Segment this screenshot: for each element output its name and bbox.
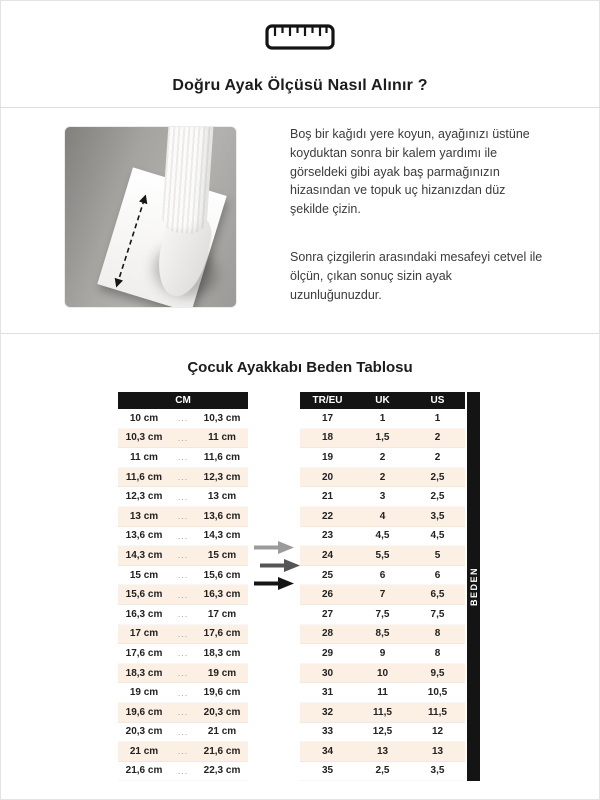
us-value: 3,5	[430, 765, 445, 777]
cm-table-row	[118, 664, 248, 684]
cm-from-value: 12,3 cm	[125, 491, 163, 503]
tr-eu-value: 30	[321, 667, 334, 679]
cm-to-value: 14,3 cm	[203, 530, 241, 542]
cm-from-value: 16,3 cm	[125, 608, 163, 620]
cm-table-row	[118, 585, 248, 605]
cm-to-value: 15,6 cm	[203, 569, 241, 581]
us-value: 11,5	[428, 706, 447, 718]
cm-to-value: 22,3 cm	[203, 765, 241, 777]
uk-value: 11,5	[373, 706, 392, 718]
us-value: 9,5	[430, 667, 445, 679]
dots-separator: ...	[177, 726, 189, 737]
uk-value: 11	[377, 687, 388, 699]
size-table-title: Çocuk Ayakkabı Beden Tablosu	[187, 359, 413, 376]
cm-to-value: 16,3 cm	[203, 589, 241, 601]
cm-from-value: 20,3 cm	[125, 726, 163, 738]
cm-to-value: 20,3 cm	[203, 706, 241, 718]
uk-value: 6	[379, 569, 386, 581]
cm-from-value: 19,6 cm	[125, 706, 163, 718]
right-arrow-icon	[260, 559, 300, 572]
cm-from-value: 17 cm	[129, 628, 159, 640]
size-table-row	[300, 585, 465, 605]
sock-leg	[161, 126, 214, 234]
tr-eu-value: 31	[321, 687, 334, 699]
cm-to-value: 15 cm	[207, 549, 237, 561]
us-value: 2	[434, 451, 441, 463]
size-table-row	[300, 683, 465, 703]
cm-from-value: 13 cm	[129, 510, 159, 522]
dots-separator: ...	[177, 511, 189, 522]
size-table-row	[300, 487, 465, 507]
size-table-row	[300, 507, 465, 527]
cm-table-row	[118, 409, 248, 429]
dots-separator: ...	[177, 668, 189, 679]
cm-table-row	[118, 527, 248, 547]
dots-separator: ...	[177, 432, 189, 443]
cm-from-value: 21,6 cm	[125, 765, 163, 777]
size-table-row	[300, 762, 465, 782]
cm-from-value: 10 cm	[129, 412, 159, 424]
right-arrow-icon	[254, 577, 294, 590]
tr-eu-value: 18	[321, 432, 334, 444]
page-title: Doğru Ayak Ölçüsü Nasıl Alınır ?	[172, 77, 428, 94]
size-table-row	[300, 409, 465, 429]
cm-from-value: 14,3 cm	[125, 549, 163, 561]
cm-to-value: 21 cm	[207, 726, 237, 738]
cm-table-body	[118, 409, 248, 781]
tr-eu-value: 26	[321, 589, 334, 601]
cm-from-value: 21 cm	[129, 745, 159, 757]
uk-value: 8,5	[375, 628, 390, 640]
us-value: 6	[434, 569, 441, 581]
size-table-row	[300, 742, 465, 762]
tr-eu-value: 35	[321, 765, 334, 777]
cm-from-value: 19 cm	[129, 687, 159, 699]
uk-value: 2	[379, 451, 386, 463]
cm-from-value: 11 cm	[130, 451, 158, 463]
dots-separator: ...	[177, 570, 189, 581]
size-table-row	[300, 546, 465, 566]
tr-eu-value: 32	[321, 706, 334, 718]
cm-table-row	[118, 429, 248, 449]
tr-eu-value: 17	[321, 412, 334, 424]
uk-value: 2	[379, 471, 386, 483]
size-table-row	[300, 429, 465, 449]
dots-separator: ...	[177, 609, 189, 620]
dots-separator: ...	[177, 472, 189, 483]
uk-value: 1,5	[375, 432, 390, 444]
tr-eu-value: 24	[321, 549, 334, 561]
cm-table-row	[118, 683, 248, 703]
cm-table-row	[118, 448, 248, 468]
size-table-row	[300, 448, 465, 468]
size-table-row	[300, 605, 465, 625]
size-table-row	[300, 644, 465, 664]
cm-to-value: 13,6 cm	[203, 510, 241, 522]
right-arrow-icon	[254, 541, 294, 554]
cm-to-value: 11,6 cm	[203, 451, 241, 463]
us-value: 2,5	[430, 491, 445, 503]
cm-to-value: 19,6 cm	[203, 687, 241, 699]
beden-axis-bar	[467, 392, 480, 781]
cm-table-row	[118, 546, 248, 566]
tr-eu-value: 28	[321, 628, 334, 640]
us-value: 8	[434, 628, 441, 640]
tr-eu-value: 23	[321, 530, 334, 542]
cm-from-value: 15 cm	[129, 569, 159, 581]
uk-value: 4	[379, 510, 386, 522]
size-table-row	[300, 723, 465, 743]
conversion-arrows	[254, 541, 300, 595]
cm-table	[118, 392, 248, 781]
cm-to-value: 10,3 cm	[203, 412, 241, 424]
cm-from-value: 18,3 cm	[125, 667, 163, 679]
tr-eu-value: 19	[321, 451, 334, 463]
dots-separator: ...	[177, 413, 189, 424]
foot-measurement-illustration	[64, 126, 237, 308]
us-value: 1	[434, 412, 441, 424]
cm-table-row	[118, 703, 248, 723]
size-table-row	[300, 468, 465, 488]
cm-to-value: 12,3 cm	[203, 471, 241, 483]
size-column-header: TR/EU	[312, 395, 343, 406]
divider-top	[0, 107, 600, 108]
cm-table-row	[118, 644, 248, 664]
cm-to-value: 18,3 cm	[203, 647, 241, 659]
cm-table-row	[118, 566, 248, 586]
us-value: 10,5	[427, 687, 448, 699]
us-value: 2,5	[430, 471, 445, 483]
tr-eu-value: 29	[321, 647, 334, 659]
cm-to-value: 21,6 cm	[203, 745, 241, 757]
cm-to-value: 19 cm	[207, 667, 237, 679]
cm-table-row	[118, 605, 248, 625]
dots-separator: ...	[177, 707, 189, 718]
us-value: 4,5	[430, 530, 445, 542]
cm-table-header: CM	[118, 392, 248, 409]
instruction-paragraph-1: Boş bir kağıdı yere koyun, ayağınızı üstüne koyduktan sonra bir kalem yardımı ile görseldeki gibi ayak baş parmağınızın hizasından ve topuk uç hizanızdan düz şekilde çizin.	[290, 127, 530, 216]
divider-middle	[0, 333, 600, 334]
tr-eu-value: 33	[321, 726, 334, 738]
cm-table-row	[118, 723, 248, 743]
tr-eu-value: 22	[321, 510, 334, 522]
dots-separator: ...	[177, 550, 189, 561]
tr-eu-value: 20	[321, 471, 334, 483]
cm-table-row	[118, 762, 248, 782]
uk-value: 3	[379, 491, 386, 503]
size-column-header: UK	[375, 395, 390, 406]
dots-separator: ...	[177, 628, 189, 639]
dots-separator: ...	[177, 765, 189, 776]
uk-value: 4,5	[375, 530, 390, 542]
cm-table-row	[118, 468, 248, 488]
tr-eu-value: 27	[321, 608, 334, 620]
us-value: 12	[431, 726, 444, 738]
cm-table-row	[118, 742, 248, 762]
size-table-row	[300, 527, 465, 547]
uk-value: 9	[379, 647, 386, 659]
ruler-icon	[265, 24, 335, 55]
size-table-row	[300, 664, 465, 684]
uk-value: 13	[376, 745, 389, 757]
cm-from-value: 17,6 cm	[125, 647, 163, 659]
uk-value: 7	[379, 589, 386, 601]
cm-to-value: 17,6 cm	[203, 628, 241, 640]
us-value: 8	[434, 647, 441, 659]
cm-from-value: 11,6 cm	[125, 471, 163, 483]
uk-value: 2,5	[375, 765, 390, 777]
cm-to-value: 13 cm	[207, 491, 237, 503]
uk-value: 1	[379, 412, 386, 424]
dots-separator: ...	[177, 589, 189, 600]
us-value: 5	[434, 549, 441, 561]
size-table-body	[300, 409, 465, 781]
dots-separator: ...	[177, 452, 189, 463]
cm-from-value: 10,3 cm	[125, 432, 163, 444]
dots-separator: ...	[177, 687, 189, 698]
dots-separator: ...	[177, 648, 189, 659]
uk-value: 5,5	[375, 549, 390, 561]
us-value: 7,5	[430, 608, 445, 620]
size-table-header	[300, 392, 465, 409]
uk-value: 10	[376, 667, 389, 679]
us-value: 2	[434, 432, 441, 444]
beden-label-text: BEDEN	[468, 566, 479, 606]
us-value: 13	[431, 745, 444, 757]
tr-eu-value: 21	[321, 491, 334, 503]
dots-separator: ...	[177, 491, 189, 502]
tr-eu-value: 25	[321, 569, 334, 581]
cm-from-value: 13,6 cm	[125, 530, 163, 542]
dots-separator: ...	[177, 530, 189, 541]
cm-table-row	[118, 625, 248, 645]
us-value: 3,5	[430, 510, 445, 522]
dots-separator: ...	[177, 746, 189, 757]
size-table	[300, 392, 465, 781]
us-value: 6,5	[430, 589, 445, 601]
cm-table-row	[118, 487, 248, 507]
size-table-row	[300, 566, 465, 586]
cm-table-row	[118, 507, 248, 527]
uk-value: 12,5	[372, 726, 393, 738]
cm-to-value: 11 cm	[208, 432, 236, 444]
size-table-row	[300, 703, 465, 723]
tr-eu-value: 34	[321, 745, 334, 757]
size-table-row	[300, 625, 465, 645]
cm-to-value: 17 cm	[207, 608, 237, 620]
uk-value: 7,5	[375, 608, 390, 620]
size-column-header: US	[430, 395, 445, 406]
cm-from-value: 15,6 cm	[125, 589, 163, 601]
instruction-paragraph-2: Sonra çizgilerin arasındaki mesafeyi cetvel ile ölçün, çıkan sonuç sizin ayak uzunluğunuzdur.	[290, 250, 543, 302]
